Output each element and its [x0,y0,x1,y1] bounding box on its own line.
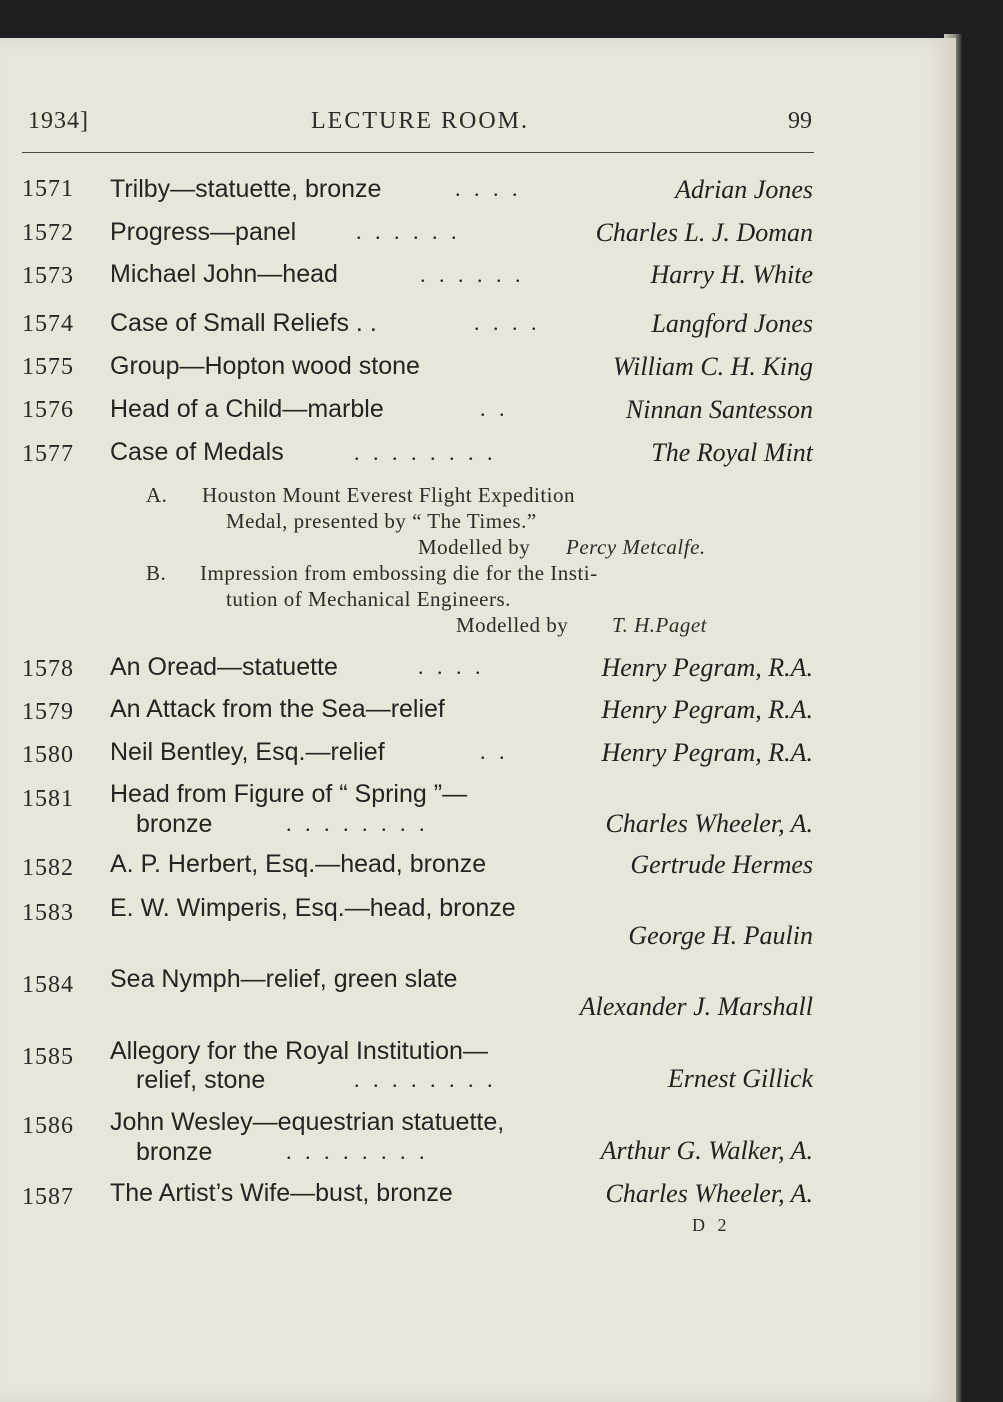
header-year: 1934] [28,108,89,134]
sub-item-text: tution of Mechanical Engineers. [226,587,511,611]
entry-artist: William C. H. King [612,352,813,381]
entry-artist: George H. Paulin [628,921,813,950]
entry-artist: Arthur G. Walker, A. [600,1136,813,1165]
leader-dots: . . . . . . . . [286,1139,429,1164]
sub-item-text: Houston Mount Everest Flight Expedition [202,483,575,507]
entry-title: A. P. Herbert, Esq.—head, bronze [110,850,487,878]
entry-number: 1578 [22,656,74,682]
entry-number: 1571 [22,176,74,202]
entry-title: Michael John—head [110,260,338,288]
entry-title-continued: bronze [136,810,213,838]
entry-number: 1573 [22,263,74,289]
running-header [28,108,812,144]
modelled-by-artist [612,613,707,638]
entry-artist: Gertrude Hermes [630,850,813,879]
sub-item-text: Medal, presented by “ The Times.” [226,509,537,533]
entry-title-continued: relief, stone [136,1066,266,1094]
page-number: 99 [788,108,812,134]
modelled-by-artist-name: Percy Metcalfe. [566,535,706,559]
entry-number: 1574 [22,311,74,337]
entry-artist: Henry Pegram, R.A. [601,738,813,767]
entry-title: The Artist’s Wife—bust, bronze [110,1179,453,1207]
sub-item-label: B. [146,561,167,585]
entry-artist: Langford Jones [651,309,813,338]
entry-artist: Ninnan Santesson [625,395,813,424]
entry-number: 1585 [22,1044,74,1070]
entry-title-continued: bronze [136,1138,213,1166]
entry-artist: Charles L. J. Doman [595,218,813,247]
entry-artist: Adrian Jones [675,175,813,204]
entry-title: E. W. Wimperis, Esq.—head, bronze [110,894,516,922]
entry-number: 1587 [22,1184,74,1210]
signature-mark: D 2 [692,1215,731,1235]
entry-number: 1575 [22,354,74,380]
entry-number: 1583 [22,900,74,926]
leader-dots: . . . . . . . . [286,811,429,836]
entry-title: Case of Small Reliefs . . [110,309,377,337]
entry-title: John Wesley—equestrian statuette, [110,1108,505,1136]
entry-title: An Attack from the Sea—relief [110,695,445,723]
leader-dots: . . . . [418,654,485,679]
entry-artist: Charles Wheeler, A. [605,809,813,838]
modelled-by-artist [566,535,706,560]
entry-number: 1579 [22,699,74,725]
entry-number: 1576 [22,397,74,423]
leader-dots: . . [480,396,509,421]
header-rule [22,152,814,153]
entry-number: 1580 [22,742,74,768]
entry-number: 1572 [22,220,74,246]
entry-title: An Oread—statuette [110,653,338,681]
entry-title: Case of Medals [110,438,284,466]
entry-number: 1584 [22,972,74,998]
entry-artist: The Royal Mint [651,438,813,467]
modelled-by-artist-name: T. H.Paget [612,613,708,637]
entry-title: Trilby—statuette, bronze [110,175,382,203]
leader-dots: . . . . . . [356,219,461,244]
leader-dots: . . . . . . . . [354,440,497,465]
entry-artist: Ernest Gillick [667,1064,813,1093]
entry-title: Neil Bentley, Esq.—relief [110,738,385,766]
entry-artist: Alexander J. Marshall [579,992,813,1021]
entry-number: 1582 [22,855,74,881]
entry-number: 1581 [22,786,74,812]
entry-title: Sea Nymph—relief, green slate [110,965,458,993]
leader-dots: . . . . . . [420,262,525,287]
leader-dots: . . . . [474,310,541,335]
entry-artist: Charles Wheeler, A. [605,1179,813,1208]
leader-dots: . . [480,739,509,764]
entry-artist: Henry Pegram, R.A. [601,653,813,682]
sub-item-text: Impression from embossing die for the Insti- [200,561,598,585]
entry-title: Head from Figure of “ Spring ”— [110,780,468,808]
modelled-by-label: Modelled by [418,535,531,559]
entry-artist: Henry Pegram, R.A. [601,695,813,724]
modelled-by-label: Modelled by [456,613,569,637]
leader-dots: . . . . . . . . [354,1067,497,1092]
entry-number: 1586 [22,1113,74,1139]
entry-number: 1577 [22,441,74,467]
sub-item-label: A. [146,483,168,507]
entry-title: Allegory for the Royal Institution— [110,1037,488,1065]
entry-artist: Harry H. White [650,260,813,289]
leader-dots: . . . . [455,176,522,201]
header-title: LECTURE ROOM. [311,108,529,134]
entry-title: Progress—panel [110,218,297,246]
entry-title: Group—Hopton wood stone [110,352,420,380]
entry-title: Head of a Child—marble [110,395,384,423]
